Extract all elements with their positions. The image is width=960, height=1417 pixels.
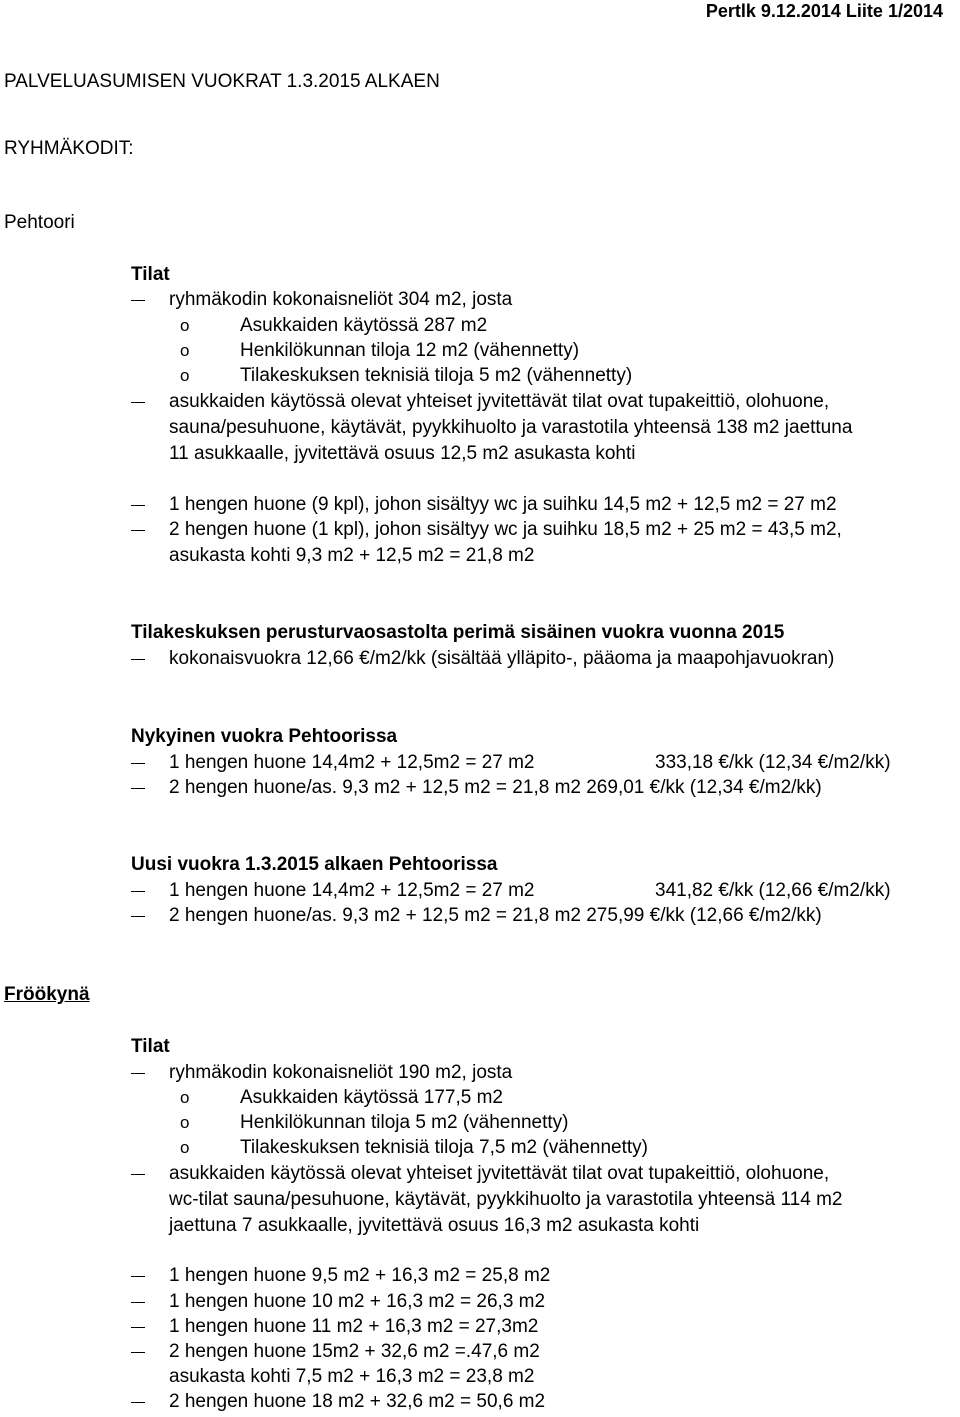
frookyna-room2: 1 hengen huone 10 m2 + 16,3 m2 = 26,3 m2 <box>169 1291 546 1312</box>
frookyna-sub1: Asukkaiden käytössä 177,5 m2 <box>240 1087 503 1108</box>
pehtoori-tilat-heading: Tilat <box>131 264 170 285</box>
new-rent-heading: Uusi vuokra 1.3.2015 alkaen Pehtoorissa <box>131 854 498 875</box>
new-rent-row1-price: 341,82 €/kk (12,66 €/m2/kk) <box>655 880 891 901</box>
internal-rent-text: kokonaisvuokra 12,66 €/m2/kk (sisältää ylläpito-, pääoma ja maapohjavuokran) <box>169 648 835 669</box>
dash-marker <box>131 916 145 917</box>
dash-marker <box>131 1276 145 1277</box>
dash-marker <box>131 763 145 764</box>
pehtoori-room2-line1: 2 hengen huone (1 kpl), johon sisältyy wc ja suihku 18,5 m2 + 25 m2 = 43,5 m2, <box>169 519 842 540</box>
dash-marker <box>131 1327 145 1328</box>
frookyna-area-total: ryhmäkodin kokonaisneliöt 190 m2, josta <box>169 1062 513 1083</box>
frookyna-room4-line2: asukasta kohti 7,5 m2 + 16,3 m2 = 23,8 m2 <box>169 1366 535 1387</box>
document-title: PALVELUASUMISEN VUOKRAT 1.3.2015 ALKAEN <box>4 71 440 92</box>
dash-marker <box>131 402 145 403</box>
pehtoori-title: Pehtoori <box>4 212 75 233</box>
circle-bullet-icon: o <box>180 1113 190 1132</box>
frookyna-sub3: Tilakeskuksen teknisiä tiloja 7,5 m2 (vähennetty) <box>240 1137 648 1158</box>
frookyna-room3: 1 hengen huone 11 m2 + 16,3 m2 = 27,3m2 <box>169 1316 539 1337</box>
dash-marker <box>131 1174 145 1175</box>
pehtoori-shared-line3: 11 asukkaalle, jyvitettävä osuus 12,5 m2 asukasta kohti <box>169 443 636 464</box>
dash-marker <box>131 1402 145 1403</box>
current-rent-row2: 2 hengen huone/as. 9,3 m2 + 12,5 m2 = 21,8 m2 269,01 €/kk (12,34 €/m2/kk) <box>169 777 822 798</box>
frookyna-room4-line1: 2 hengen huone 15m2 + 32,6 m2 =.47,6 m2 <box>169 1341 540 1362</box>
section-heading: RYHMÄKODIT: <box>4 138 134 159</box>
dash-marker <box>131 530 145 531</box>
dash-marker <box>131 300 145 301</box>
current-rent-heading: Nykyinen vuokra Pehtoorissa <box>131 726 398 747</box>
document-reference: Pertlk 9.12.2014 Liite 1/2014 <box>705 1 943 21</box>
dash-marker <box>131 659 145 660</box>
frookyna-shared-line1: asukkaiden käytössä olevat yhteiset jyvitettävät tilat ovat tupakeittiö, olohuone, <box>169 1163 830 1184</box>
dash-marker <box>131 1352 145 1353</box>
dash-marker <box>131 1302 145 1303</box>
frookyna-sub2: Henkilökunnan tiloja 5 m2 (vähennetty) <box>240 1112 569 1133</box>
dash-marker <box>131 788 145 789</box>
frookyna-room1: 1 hengen huone 9,5 m2 + 16,3 m2 = 25,8 m2 <box>169 1265 551 1286</box>
frookyna-shared-line2: wc-tilat sauna/pesuhuone, käytävät, pyykkihuolto ja varastotila yhteensä 114 m2 <box>169 1189 843 1210</box>
pehtoori-room1: 1 hengen huone (9 kpl), johon sisältyy wc ja suihku 14,5 m2 + 12,5 m2 = 27 m2 <box>169 494 837 515</box>
frookyna-tilat-heading: Tilat <box>131 1036 170 1057</box>
frookyna-room5: 2 hengen huone 18 m2 + 32,6 m2 = 50,6 m2 <box>169 1391 546 1412</box>
dash-marker <box>131 505 145 506</box>
circle-bullet-icon: o <box>180 1088 190 1107</box>
frookyna-title: Fröökynä <box>4 984 90 1005</box>
pehtoori-area-total: ryhmäkodin kokonaisneliöt 304 m2, josta <box>169 289 513 310</box>
new-rent-row2: 2 hengen huone/as. 9,3 m2 + 12,5 m2 = 21,8 m2 275,99 €/kk (12,66 €/m2/kk) <box>169 905 822 926</box>
circle-bullet-icon: o <box>180 366 190 385</box>
pehtoori-room2-line2: asukasta kohti 9,3 m2 + 12,5 m2 = 21,8 m2 <box>169 545 535 566</box>
internal-rent-heading: Tilakeskuksen perusturvaosastolta perimä sisäinen vuokra vuonna 2015 <box>131 622 785 643</box>
new-rent-row1-desc: 1 hengen huone 14,4m2 + 12,5m2 = 27 m2 <box>169 880 535 901</box>
dash-marker <box>131 891 145 892</box>
current-rent-row1-desc: 1 hengen huone 14,4m2 + 12,5m2 = 27 m2 <box>169 752 535 773</box>
pehtoori-shared-line1: asukkaiden käytössä olevat yhteiset jyvitettävät tilat ovat tupakeittiö, olohuone, <box>169 391 830 412</box>
dash-marker <box>131 1073 145 1074</box>
circle-bullet-icon: o <box>180 1138 190 1157</box>
circle-bullet-icon: o <box>180 316 190 335</box>
current-rent-row1-price: 333,18 €/kk (12,34 €/m2/kk) <box>655 752 891 773</box>
pehtoori-sub2: Henkilökunnan tiloja 12 m2 (vähennetty) <box>240 340 580 361</box>
pehtoori-shared-line2: sauna/pesuhuone, käytävät, pyykkihuolto ja varastotila yhteensä 138 m2 jaettuna <box>169 417 853 438</box>
circle-bullet-icon: o <box>180 341 190 360</box>
pehtoori-sub1: Asukkaiden käytössä 287 m2 <box>240 315 488 336</box>
pehtoori-sub3: Tilakeskuksen teknisiä tiloja 5 m2 (vähennetty) <box>240 365 633 386</box>
frookyna-shared-line3: jaettuna 7 asukkaalle, jyvitettävä osuus 16,3 m2 asukasta kohti <box>169 1215 700 1236</box>
